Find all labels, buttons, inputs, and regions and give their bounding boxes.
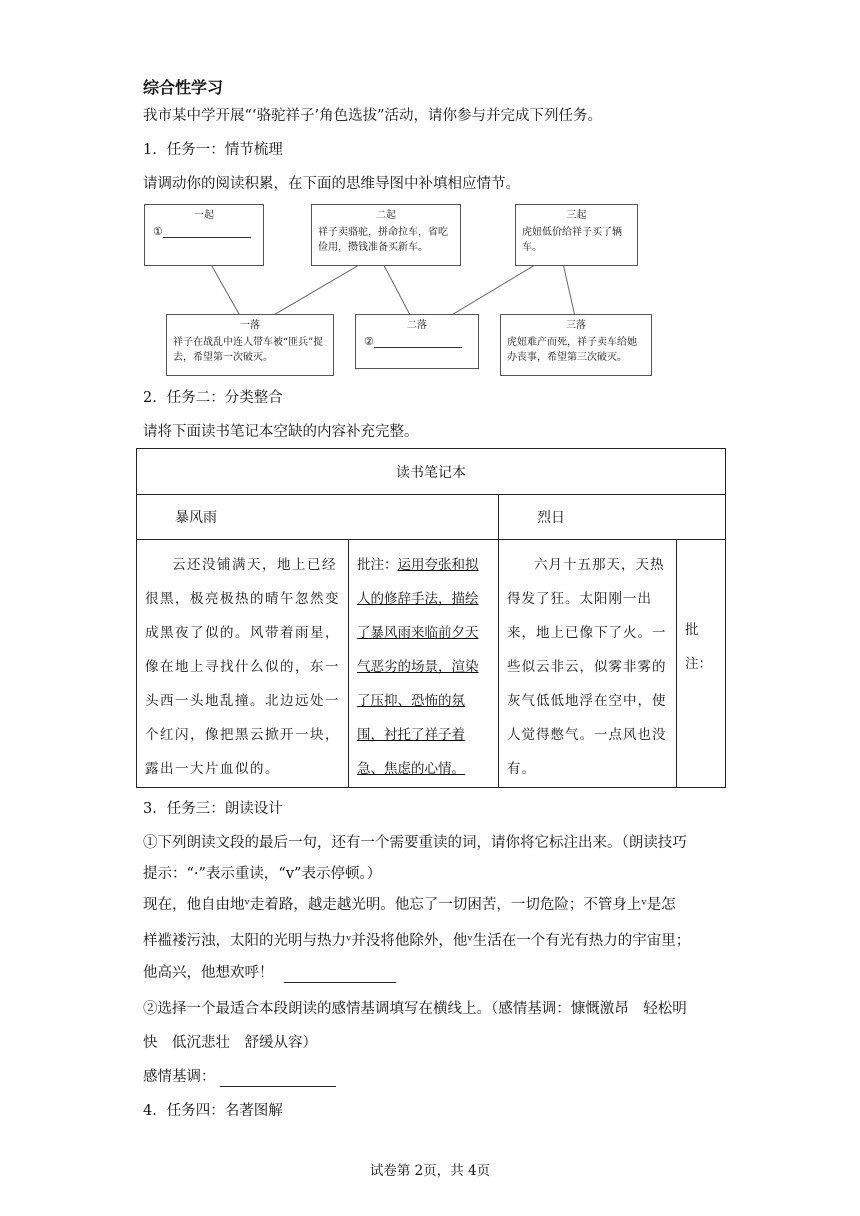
task4-label: 4．任务四：名著图解 xyxy=(143,1103,283,1119)
task2-label: 2．任务二：分类整合 xyxy=(143,390,283,406)
box-title: 三起 xyxy=(566,210,587,221)
task3-q2-line2: 快 低沉悲壮 舒缓从容） xyxy=(143,1035,317,1051)
task2-instruction: 请将下面读书笔记本空缺的内容补充完整。 xyxy=(143,424,419,440)
blank-field-1[interactable] xyxy=(145,223,263,240)
mindmap-box-rise2 xyxy=(311,204,461,266)
storm-note-cell xyxy=(349,540,499,788)
box-text: 虎妞低价给祥子买了辆车。 xyxy=(522,227,622,253)
box-text: 虎妞难产而死，祥子卖车给她办丧事，希望第三次破灭。 xyxy=(507,337,637,363)
tone-answer-blank[interactable] xyxy=(220,1072,336,1087)
box-text: 祥子在战乱中连人带车被“匪兵”捉去，希望第一次破灭。 xyxy=(173,337,324,363)
sun-note-label: 批注： xyxy=(685,622,712,672)
tone-answer-row xyxy=(143,1067,336,1087)
task1-label: 1．任务一：情节梳理 xyxy=(143,142,283,158)
intro-text: 我市某中学开展“‘骆驼祥子’角色选拔”活动，请你参与并完成下列任务。 xyxy=(143,108,603,124)
reading-passage-line1: 现在，他自由地ᵛ走着路，越走越光明。他忘了一切困苦，一切危险；不管身上ᵛ是怎 xyxy=(143,897,676,913)
reading-passage-line2: 样褴褛污浊，太阳的光明与热力ᵛ并没将他除外，他ᵛ生活在一个有光有热力的宇宙里； xyxy=(143,933,691,949)
passage-last-sentence: 他高兴，他想欢呼！ xyxy=(143,965,274,981)
reading-passage-line3 xyxy=(143,963,396,983)
note-label: 批注： xyxy=(357,557,398,573)
mindmap-box-rise1 xyxy=(144,204,264,266)
task1-instruction: 请调动你的阅读积累，在下面的思维导图中补填相应情节。 xyxy=(143,176,520,192)
blank-field-2[interactable] xyxy=(356,333,478,350)
mindmap-box-fall1 xyxy=(166,314,334,376)
storm-excerpt-cell xyxy=(137,540,349,788)
sun-excerpt: 六月十五那天，天热得发了狂。太阳刚一出来，地上已像下了火。一些似云非云，似雾非雾的灰气低低地浮在空中，使人觉得憋气。一点风也没有。 xyxy=(507,557,667,777)
column-header-sun: 烈日 xyxy=(499,495,726,540)
box-title: 一起 xyxy=(194,210,214,221)
section-heading: 综合性学习 xyxy=(143,78,224,97)
page-footer: 试卷第 2页，共 4页 xyxy=(369,1163,491,1179)
storm-excerpt: 云还没铺满天，地上已经很黑，极亮极热的晴午忽然变成黑夜了似的。风带着雨星，像在地上寻找什么似的，东一头西一头地乱撞。北边远处一个红闪，像把黑云掀开一块，露出一大片血似的。 xyxy=(145,557,340,777)
sun-excerpt-cell xyxy=(499,540,677,788)
mindmap-box-rise3 xyxy=(515,204,638,266)
column-header-storm: 暴风雨 xyxy=(137,495,499,540)
box-title: 二落 xyxy=(407,320,427,331)
reading-notes-table xyxy=(136,448,726,788)
task3-label: 3．任务三：朗读设计 xyxy=(143,801,283,817)
storm-note-answer: 运用夸张和拟人的修辞手法，描绘了暴风雨来临前夕天气恶劣的场景，渲染了压抑、恐怖的氛围，衬托了祥子着急、焦虑的心情。 xyxy=(357,557,479,777)
task3-q1-line2: 提示：“·”表示重读，“v”表示停顿。） xyxy=(143,866,382,882)
task3-q1-line1: ①下列朗读文段的最后一句，还有一个需要重读的词，请你将它标注出来。（朗读技巧 xyxy=(143,835,687,851)
blank-number: ② xyxy=(364,335,374,348)
box-text: 祥子卖骆驼，拼命拉车，省吃俭用，攒钱准备买新车。 xyxy=(318,227,448,253)
blank-number: ① xyxy=(153,225,163,238)
box-title: 一落 xyxy=(240,320,260,331)
mindmap-box-fall2 xyxy=(355,314,479,369)
task3-q2-line1: ②选择一个最适合本段朗读的感情基调填写在横线上。（感情基调：慷慨激昂 轻松明 xyxy=(143,1001,687,1017)
box-title: 三落 xyxy=(566,320,586,331)
sun-note-cell[interactable] xyxy=(677,540,726,788)
stress-answer-blank[interactable] xyxy=(284,968,396,983)
table-title: 读书笔记本 xyxy=(137,449,726,495)
tone-label: 感情基调： xyxy=(143,1069,216,1085)
box-title: 二起 xyxy=(376,210,396,221)
mindmap-box-fall3 xyxy=(500,314,652,376)
